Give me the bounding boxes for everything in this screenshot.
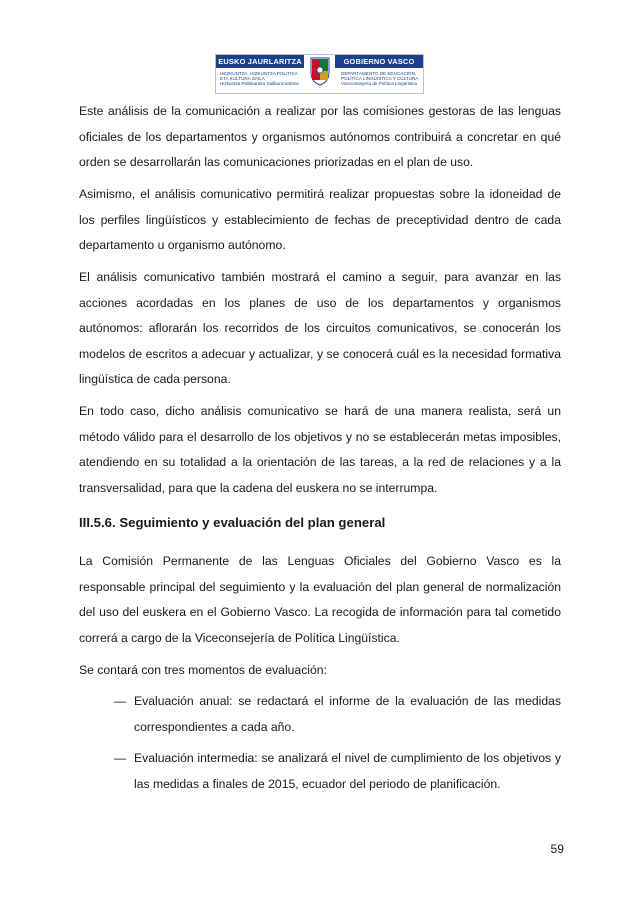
section-heading: III.5.6. Seguimiento y evaluación del plan general <box>79 515 386 530</box>
list-dash: — <box>114 751 127 765</box>
list-item-text: Evaluación anual: se redactará el informe de la evaluación de las medidas correspondientes a cada año. <box>134 694 561 734</box>
logo-left-subtitle: HEZKUNTZA, HIZKUNTZA POLITIKA ETA KULTURA SAILA Hizkuntza Politikarako Sailburuordetza <box>220 71 299 87</box>
paragraph: La Comisión Permanente de las Lenguas Oficiales del Gobierno Vasco es la responsable principal del seguimiento y la evaluación del plan general de normalización del uso del euskera en el Gobierno Vasco. La recogida de información para tal cometido correrá a cargo de la Viceconsejería de Política Lingüística. <box>79 554 561 645</box>
page-number: 59 <box>550 842 564 856</box>
government-logo <box>215 54 424 94</box>
paragraph: En todo caso, dicho análisis comunicativo se hará de una manera realista, será un método válido para el desarrollo de los objetivos y no se establecerán metas imposibles, atendiendo en su totalidad a la orientación de las tareas, a la red de relaciones y a la transversalidad, para que la cadena del euskera no se interrumpa. <box>79 404 561 495</box>
paragraph: Asimismo, el análisis comunicativo permitirá realizar propuestas sobre la idoneidad de los perfiles lingüísticos y establecimiento de fechas de preceptividad dentro de cada departamento u organismo autónomo. <box>79 187 561 252</box>
list-item-text: Evaluación intermedia: se analizará el nivel de cumplimiento de los objetivos y las medidas a finales de 2015, ecuador del periodo de planificación. <box>134 751 561 791</box>
list-dash: — <box>114 694 127 708</box>
logo-right-subtitle: DEPARTAMENTO DE EDUCACIÓN, POLÍTICA LINGÜÍSTICA Y CULTURA Viceconsejería de Política Lingüística <box>341 71 419 87</box>
coat-of-arms-icon <box>309 56 331 86</box>
logo-right-title: GOBIERNO VASCO <box>335 55 423 68</box>
list-item <box>79 746 561 797</box>
paragraph: El análisis comunicativo también mostrará el camino a seguir, para avanzar en las acciones acordadas en los planes de uso de los departamentos y organismos autónomos: aflorarán los recorridos de los circuitos comunicativos, se conocerán los modelos de escritos a adecuar y actualizar, y se conocerá cuál es la necesidad formativa lingüística de cada persona. <box>79 270 561 386</box>
paragraph: Se contará con tres momentos de evaluación: <box>79 662 327 677</box>
list-item <box>79 689 561 740</box>
paragraph: Este análisis de la comunicación a realizar por las comisiones gestoras de las lenguas oficiales de los departamentos y organismos autónomos contribuirá a concretar en qué orden se desarrollarán las comunicaciones priorizadas en el plan de uso. <box>79 104 561 169</box>
document-body <box>79 99 561 797</box>
logo-left-title: EUSKO JAURLARITZA <box>216 55 304 68</box>
